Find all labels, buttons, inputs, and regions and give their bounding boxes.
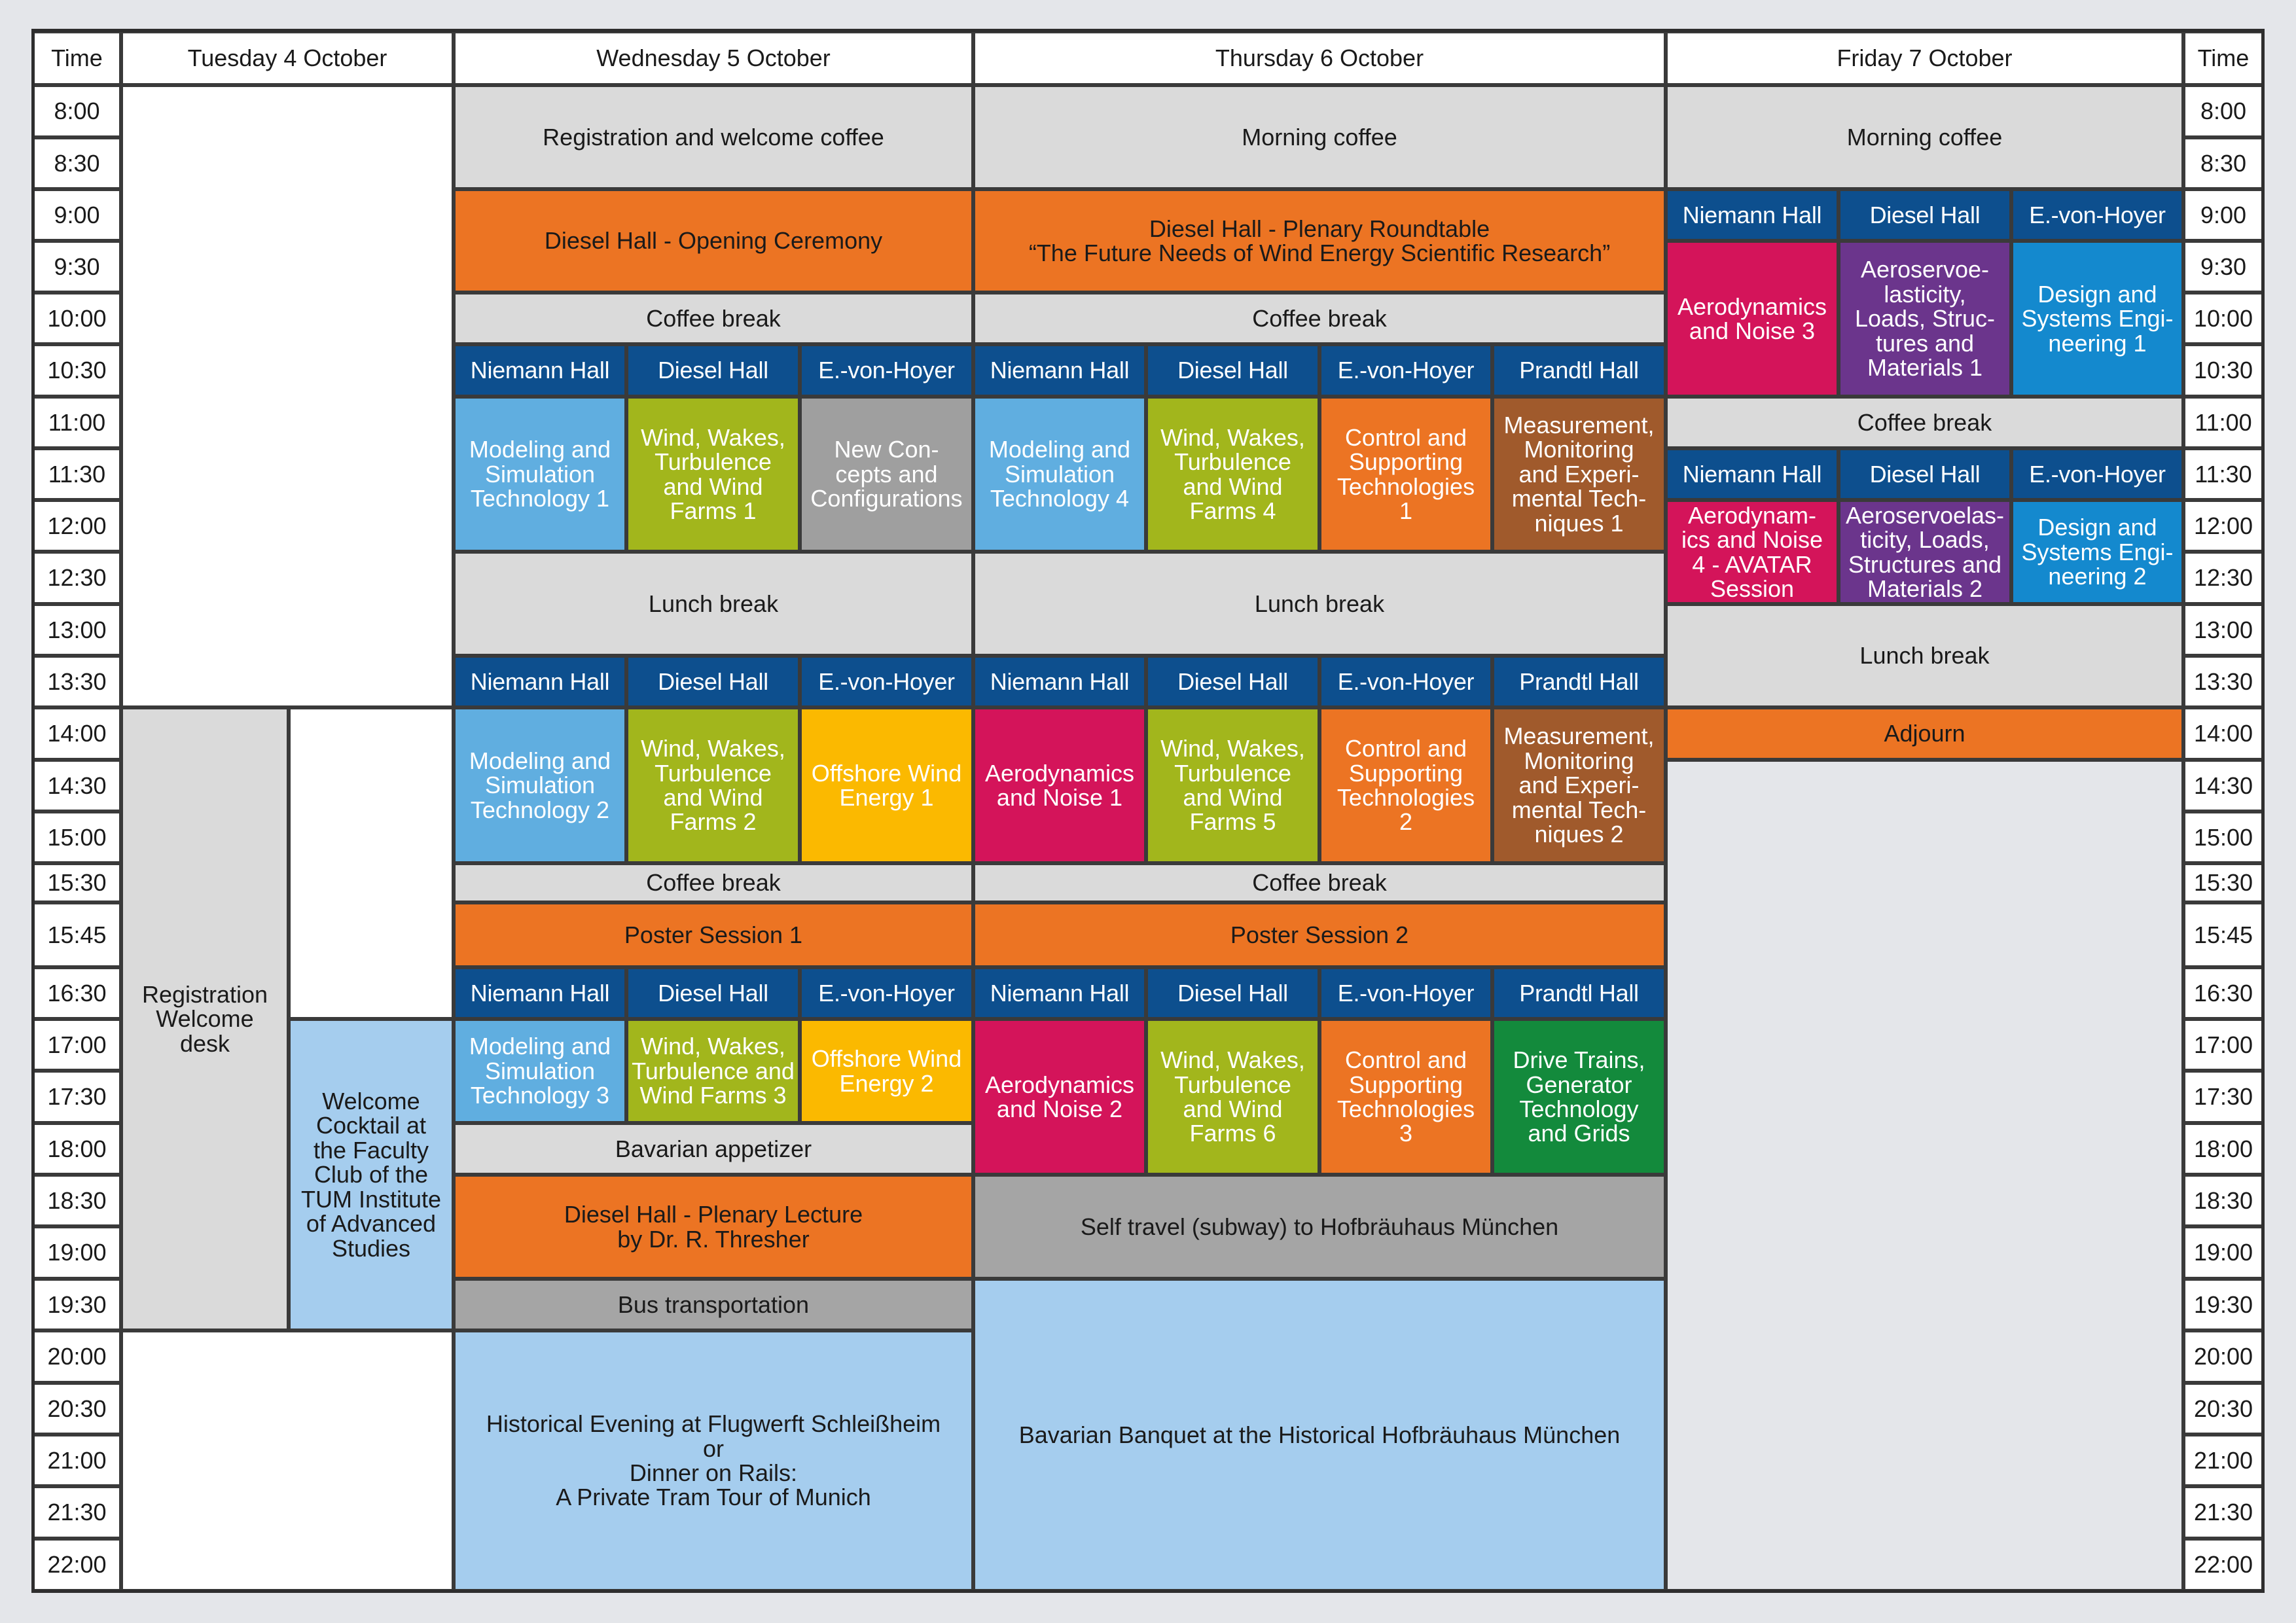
time-label-left: 12:30 (33, 552, 121, 604)
thu-room-prandtl-1: Prandtl Hall (1492, 344, 1666, 397)
wed-lunch-break: Lunch break (454, 552, 973, 656)
thu-poster-session-2: Poster Session 2 (973, 902, 1666, 967)
thu-control-1: Control and Supporting Technologies 1 (1319, 397, 1492, 552)
thu-room-niemann-1: Niemann Hall (973, 344, 1146, 397)
fri-coffee-break: Coffee break (1666, 397, 2183, 448)
fri-design-1: Design and Systems Engi- neering 1 (2011, 241, 2183, 397)
thu-room-diesel-2: Diesel Hall (1146, 656, 1319, 707)
wed-room-diesel-2: Diesel Hall (626, 656, 800, 707)
wed-wind-wakes-2: Wind, Wakes, Turbulence and Wind Farms 2 (626, 707, 800, 863)
wed-plenary-lecture: Diesel Hall - Plenary Lecture by Dr. R. Thresher (454, 1175, 973, 1279)
time-label-right: 19:30 (2183, 1279, 2263, 1330)
time-label-right: 12:30 (2183, 552, 2263, 604)
thu-wind-wakes-6: Wind, Wakes, Turbulence and Wind Farms 6 (1146, 1019, 1319, 1175)
time-label-left: 13:00 (33, 604, 121, 656)
fri-aerodynamics-3: Aerodynamics and Noise 3 (1666, 241, 1839, 397)
time-label-left: 21:30 (33, 1486, 121, 1539)
time-label-right: 20:30 (2183, 1383, 2263, 1435)
time-label-left: 10:30 (33, 344, 121, 397)
wed-room-hoyer-2: E.-von-Hoyer (800, 656, 973, 707)
time-label-left: 22:00 (33, 1539, 121, 1591)
time-label-left: 10:00 (33, 293, 121, 344)
time-label-left: 15:00 (33, 812, 121, 863)
fri-room-hoyer-2: E.-von-Hoyer (2011, 448, 2183, 500)
fri-morning-coffee: Morning coffee (1666, 85, 2183, 189)
time-label-left: 8:30 (33, 137, 121, 189)
thu-wind-wakes-5: Wind, Wakes, Turbulence and Wind Farms 5 (1146, 707, 1319, 863)
fri-room-diesel-1: Diesel Hall (1839, 189, 2011, 241)
time-label-right: 13:30 (2183, 656, 2263, 707)
time-label-right: 11:00 (2183, 397, 2263, 448)
wed-offshore-2: Offshore Wind Energy 2 (800, 1019, 973, 1123)
fri-aeroservo-1: Aeroservoe- lasticity, Loads, Struc- tures and Materials 1 (1839, 241, 2011, 397)
fri-design-2: Design and Systems Engi- neering 2 (2011, 500, 2183, 604)
fri-empty-afternoon (1666, 760, 2183, 1591)
header-wednesday: Wednesday 5 October (454, 31, 973, 85)
time-label-left: 17:00 (33, 1019, 121, 1071)
time-label-left: 15:30 (33, 863, 121, 902)
time-label-left: 11:00 (33, 397, 121, 448)
wed-registration-coffee: Registration and welcome coffee (454, 85, 973, 189)
wed-modeling-1: Modeling and Simulation Technology 1 (454, 397, 626, 552)
header-time-left: Time (33, 31, 121, 85)
time-label-left: 20:00 (33, 1330, 121, 1383)
thu-room-prandtl-2: Prandtl Hall (1492, 656, 1666, 707)
wed-new-concepts: New Con- cepts and Configurations (800, 397, 973, 552)
time-label-right: 12:00 (2183, 500, 2263, 552)
fri-lunch-break: Lunch break (1666, 604, 2183, 707)
thu-room-niemann-3: Niemann Hall (973, 967, 1146, 1019)
time-label-left: 18:00 (33, 1123, 121, 1175)
header-time-right: Time (2183, 31, 2263, 85)
wed-coffee-break-1: Coffee break (454, 293, 973, 344)
thu-room-hoyer-1: E.-von-Hoyer (1319, 344, 1492, 397)
time-label-left: 20:30 (33, 1383, 121, 1435)
thu-control-3: Control and Supporting Technologies 3 (1319, 1019, 1492, 1175)
time-label-right: 13:00 (2183, 604, 2263, 656)
wed-poster-session-1: Poster Session 1 (454, 902, 973, 967)
time-label-left: 16:30 (33, 967, 121, 1019)
time-label-left: 11:30 (33, 448, 121, 500)
header-friday: Friday 7 October (1666, 31, 2183, 85)
tue-empty-morning (121, 85, 454, 707)
thu-modeling-4: Modeling and Simulation Technology 4 (973, 397, 1146, 552)
thu-coffee-break-1: Coffee break (973, 293, 1666, 344)
wed-opening-ceremony: Diesel Hall - Opening Ceremony (454, 189, 973, 293)
thu-aerodynamics-2: Aerodynamics and Noise 2 (973, 1019, 1146, 1175)
thu-wind-wakes-4: Wind, Wakes, Turbulence and Wind Farms 4 (1146, 397, 1319, 552)
tue-welcome-cocktail: Welcome Cocktail at the Faculty Club of the TUM Institute of Advanced Studies (289, 1019, 454, 1330)
thu-room-niemann-2: Niemann Hall (973, 656, 1146, 707)
time-label-right: 15:45 (2183, 902, 2263, 967)
time-label-right: 8:30 (2183, 137, 2263, 189)
tue-empty-afternoon (289, 707, 454, 1019)
thu-lunch-break: Lunch break (973, 552, 1666, 656)
wed-room-diesel-3: Diesel Hall (626, 967, 800, 1019)
time-label-left: 15:45 (33, 902, 121, 967)
time-label-left: 19:00 (33, 1226, 121, 1279)
time-label-left: 13:30 (33, 656, 121, 707)
thu-room-hoyer-3: E.-von-Hoyer (1319, 967, 1492, 1019)
wed-room-niemann-2: Niemann Hall (454, 656, 626, 707)
time-label-left: 9:30 (33, 241, 121, 293)
time-label-right: 18:30 (2183, 1175, 2263, 1226)
thu-room-diesel-1: Diesel Hall (1146, 344, 1319, 397)
thu-self-travel: Self travel (subway) to Hofbräuhaus München (973, 1175, 1666, 1279)
thu-control-2: Control and Supporting Technologies 2 (1319, 707, 1492, 863)
wed-modeling-2: Modeling and Simulation Technology 2 (454, 707, 626, 863)
wed-bavarian-appetizer: Bavarian appetizer (454, 1123, 973, 1175)
thu-measurement-2: Measurement, Monitoring and Experi- mental Tech- niques 2 (1492, 707, 1666, 863)
header-tuesday: Tuesday 4 October (121, 31, 454, 85)
thu-plenary-roundtable: Diesel Hall - Plenary Roundtable “The Future Needs of Wind Energy Scientific Research” (973, 189, 1666, 293)
time-label-right: 18:00 (2183, 1123, 2263, 1175)
wed-wind-wakes-3: Wind, Wakes, Turbulence and Wind Farms 3 (626, 1019, 800, 1123)
time-label-right: 11:30 (2183, 448, 2263, 500)
wed-bus-transportation: Bus transportation (454, 1279, 973, 1330)
header-thursday: Thursday 6 October (973, 31, 1666, 85)
time-label-right: 14:00 (2183, 707, 2263, 760)
wed-room-hoyer-1: E.-von-Hoyer (800, 344, 973, 397)
time-label-right: 9:30 (2183, 241, 2263, 293)
fri-adjourn: Adjourn (1666, 707, 2183, 760)
wed-room-diesel-1: Diesel Hall (626, 344, 800, 397)
time-label-left: 18:30 (33, 1175, 121, 1226)
tue-registration-desk: Registration Welcome desk (121, 707, 289, 1330)
thu-bavarian-banquet: Bavarian Banquet at the Historical Hofbräuhaus München (973, 1279, 1666, 1591)
thu-coffee-break-2: Coffee break (973, 863, 1666, 902)
thu-room-diesel-3: Diesel Hall (1146, 967, 1319, 1019)
time-label-left: 14:00 (33, 707, 121, 760)
wed-room-niemann-3: Niemann Hall (454, 967, 626, 1019)
time-label-right: 17:00 (2183, 1019, 2263, 1071)
wed-wind-wakes-1: Wind, Wakes, Turbulence and Wind Farms 1 (626, 397, 800, 552)
wed-room-niemann-1: Niemann Hall (454, 344, 626, 397)
time-label-right: 21:00 (2183, 1435, 2263, 1486)
fri-room-niemann-1: Niemann Hall (1666, 189, 1839, 241)
time-label-left: 21:00 (33, 1435, 121, 1486)
time-label-right: 8:00 (2183, 85, 2263, 137)
time-label-left: 8:00 (33, 85, 121, 137)
time-label-right: 10:30 (2183, 344, 2263, 397)
thu-aerodynamics-1: Aerodynamics and Noise 1 (973, 707, 1146, 863)
time-label-right: 15:30 (2183, 863, 2263, 902)
wed-coffee-break-2: Coffee break (454, 863, 973, 902)
thu-room-hoyer-2: E.-von-Hoyer (1319, 656, 1492, 707)
time-label-left: 17:30 (33, 1071, 121, 1123)
time-label-right: 22:00 (2183, 1539, 2263, 1591)
wed-room-hoyer-3: E.-von-Hoyer (800, 967, 973, 1019)
wed-historical-evening: Historical Evening at Flugwerft Schleißheim or Dinner on Rails: A Private Tram Tour of Munich (454, 1330, 973, 1591)
time-label-right: 14:30 (2183, 760, 2263, 812)
fri-room-hoyer-1: E.-von-Hoyer (2011, 189, 2183, 241)
time-label-right: 10:00 (2183, 293, 2263, 344)
wed-offshore-1: Offshore Wind Energy 1 (800, 707, 973, 863)
time-label-left: 9:00 (33, 189, 121, 241)
wed-modeling-3: Modeling and Simulation Technology 3 (454, 1019, 626, 1123)
time-label-right: 9:00 (2183, 189, 2263, 241)
time-label-right: 20:00 (2183, 1330, 2263, 1383)
thu-room-prandtl-3: Prandtl Hall (1492, 967, 1666, 1019)
time-label-right: 19:00 (2183, 1226, 2263, 1279)
time-label-left: 19:30 (33, 1279, 121, 1330)
time-label-right: 17:30 (2183, 1071, 2263, 1123)
thu-morning-coffee: Morning coffee (973, 85, 1666, 189)
thu-drive-trains: Drive Trains, Generator Technology and Grids (1492, 1019, 1666, 1175)
time-label-left: 14:30 (33, 760, 121, 812)
fri-aerodynamics-4: Aerodynam- ics and Noise 4 - AVATAR Session (1666, 500, 1839, 604)
fri-room-diesel-2: Diesel Hall (1839, 448, 2011, 500)
fri-aeroservo-2: Aeroservoelas- ticity, Loads, Structures and Materials 2 (1839, 500, 2011, 604)
thu-measurement-1: Measurement, Monitoring and Experi- mental Tech- niques 1 (1492, 397, 1666, 552)
fri-room-niemann-2: Niemann Hall (1666, 448, 1839, 500)
time-label-right: 21:30 (2183, 1486, 2263, 1539)
time-label-right: 16:30 (2183, 967, 2263, 1019)
tue-empty-evening (121, 1330, 454, 1591)
time-label-left: 12:00 (33, 500, 121, 552)
time-label-right: 15:00 (2183, 812, 2263, 863)
